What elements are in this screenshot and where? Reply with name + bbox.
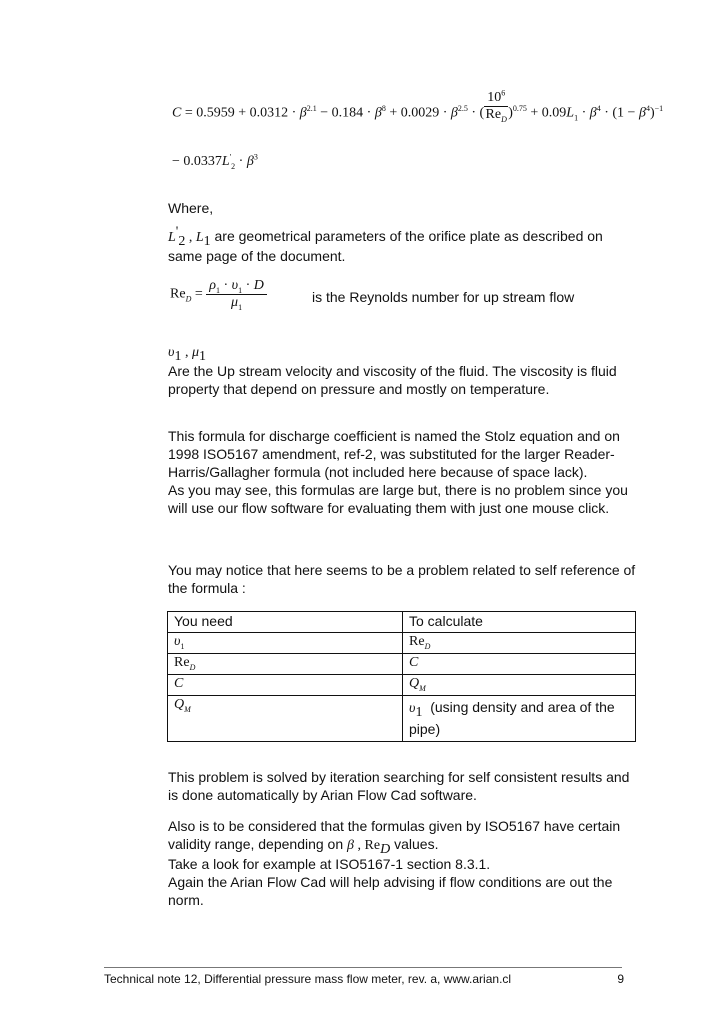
stolz-text-2: As you may see, this formulas are large but, there is no problem since you will use our flow software for evaluating them with just one mouse click. xyxy=(168,482,628,516)
beta-symbol: β xyxy=(589,105,597,121)
subscript: 2 xyxy=(231,161,236,171)
formula-term: + 0.09 xyxy=(530,105,567,121)
page-number: 9 xyxy=(617,972,624,986)
subscript: 1 xyxy=(174,348,182,364)
length-symbol: L xyxy=(195,230,204,245)
formula-term: + 0.0029 · xyxy=(389,105,451,121)
table-row xyxy=(168,675,636,696)
separator: , xyxy=(185,230,196,245)
formula-term: · xyxy=(238,154,247,169)
subscript: D xyxy=(501,114,507,124)
table-cell-need: C xyxy=(168,675,403,696)
subscript: 1 xyxy=(238,285,243,295)
subscript: 1 xyxy=(203,233,211,249)
exponent: 2.5 xyxy=(457,104,468,114)
subscript: 1 xyxy=(215,285,220,295)
formula-term: · ( xyxy=(471,105,485,121)
discharge-coefficient-formula-line2 xyxy=(172,154,258,170)
length-symbol: L xyxy=(168,230,176,245)
beta-symbol: β xyxy=(450,105,458,121)
velocity-paragraph xyxy=(168,342,638,398)
subscript: 1 xyxy=(198,348,206,364)
table-header-cell: To calculate xyxy=(403,612,636,633)
validity-line-3: Again the Arian Flow Cad will help advising if flow conditions are out the norm. xyxy=(168,874,613,908)
beta-symbol: β xyxy=(374,105,382,121)
subscript: 1 xyxy=(238,302,243,312)
reynolds-description: is the Reynolds number for up stream flow xyxy=(312,289,575,305)
formula-term: ) xyxy=(649,105,655,121)
validity-paragraph xyxy=(168,817,638,909)
params-paragraph xyxy=(168,224,638,265)
upsilon-symbol: υ xyxy=(168,345,175,360)
validity-line-2: Take a look for example at ISO5167-1 section 8.3.1. xyxy=(168,856,491,872)
self-reference-table xyxy=(167,611,636,742)
exponent: 6 xyxy=(501,88,506,98)
exponent: 0.75 xyxy=(512,104,527,114)
table-header-cell: You need xyxy=(168,612,403,633)
reynolds-formula xyxy=(170,278,267,311)
formula-term: · (1 − xyxy=(604,105,639,121)
beta-symbol: β xyxy=(246,154,254,169)
solved-text: This problem is solved by iteration searching for self consistent results and is done automatically by Arian Flow Cad software. xyxy=(168,769,630,803)
subscript: 2 xyxy=(178,233,186,249)
separator: , xyxy=(181,345,192,360)
page-footer xyxy=(104,972,624,986)
reynolds-lhs: Re xyxy=(170,286,186,302)
table-cell-need: $Re_D$ xyxy=(168,654,403,675)
length-symbol: L xyxy=(566,105,575,121)
frac-numerator: 10 xyxy=(487,90,502,105)
table-cell-need: $Q_M$ xyxy=(168,696,403,742)
discharge-coefficient-formula xyxy=(172,88,702,124)
footer-divider xyxy=(104,967,622,968)
reynolds-fraction xyxy=(484,90,508,123)
diameter-symbol: D xyxy=(253,278,264,293)
table-row xyxy=(168,633,636,654)
where-label: Where, xyxy=(168,200,214,216)
dot: · xyxy=(242,278,254,293)
beta-symbol: β xyxy=(638,105,646,121)
formula-term: ) xyxy=(508,105,513,121)
footer-text: Technical note 12, Differential pressure mass flow meter, rev. a, www.arian.cl xyxy=(104,972,512,986)
formula-term: = 0.5959 + 0.0312 · xyxy=(184,105,300,121)
exponent: 8 xyxy=(381,104,386,114)
exponent: 2.1 xyxy=(306,104,317,114)
velocity-text: Are the Up stream velocity and viscosity of the fluid. The viscosity is fluid property that depend on pressure and mostly on temperature. xyxy=(168,363,617,397)
validity-line-1: Also is to be considered that the formulas given by ISO5167 have certain validity range, depending on β , $Re_D$ values. xyxy=(168,818,621,857)
upsilon-symbol: υ xyxy=(231,278,239,293)
exponent: 4 xyxy=(645,104,650,114)
mu-symbol: μ xyxy=(231,295,239,310)
table-cell-calc: $\upsilon_1$ (using density and area of the pipe) xyxy=(403,696,636,742)
rho-symbol: ρ xyxy=(209,278,216,293)
frac-denominator: Re xyxy=(485,107,502,122)
dot: · xyxy=(219,278,232,293)
exponent: −1 xyxy=(654,104,664,114)
beta-symbol: β xyxy=(299,105,307,121)
prime-mark: ' xyxy=(229,152,232,162)
table-cell-calc: $Q_M$ xyxy=(403,675,636,696)
table-cell-calc: $Re_D$ xyxy=(403,633,636,654)
table-header-row xyxy=(168,612,636,633)
stolz-paragraph xyxy=(168,427,638,517)
formula-lhs: C xyxy=(172,105,182,121)
formula-term: − 0.0337 xyxy=(172,154,222,169)
prime-mark: ' xyxy=(175,224,179,240)
notice-paragraph xyxy=(168,561,638,597)
equals-sign: = xyxy=(194,286,203,302)
subscript: D xyxy=(185,294,192,304)
exponent: 4 xyxy=(596,104,601,114)
mu-symbol: μ xyxy=(191,345,199,360)
stolz-text-1: This formula for discharge coefficient is named the Stolz equation and on 1998 ISO5167 amendment, ref-2, was substituted for the larger Reader-Harris/Gallagher formula (not included here because of space lack). xyxy=(168,428,620,480)
table-cell-calc: C xyxy=(403,654,636,675)
table-row xyxy=(168,654,636,675)
exponent: 3 xyxy=(253,152,258,162)
reynolds-fraction xyxy=(206,278,267,311)
length-symbol: L xyxy=(221,154,230,169)
subscript: 1 xyxy=(574,113,579,123)
notice-text: You may notice that here seems to be a problem related to self reference of the formula : xyxy=(168,562,636,596)
formula-term: − 0.184 · xyxy=(320,105,375,121)
table-cell-need: $\upsilon_1$ xyxy=(168,633,403,654)
table-row xyxy=(168,696,636,742)
formula-term: · xyxy=(581,105,590,121)
params-text: are geometrical parameters of the orifice plate as described on same page of the document. xyxy=(168,228,603,264)
solved-paragraph xyxy=(168,768,638,804)
